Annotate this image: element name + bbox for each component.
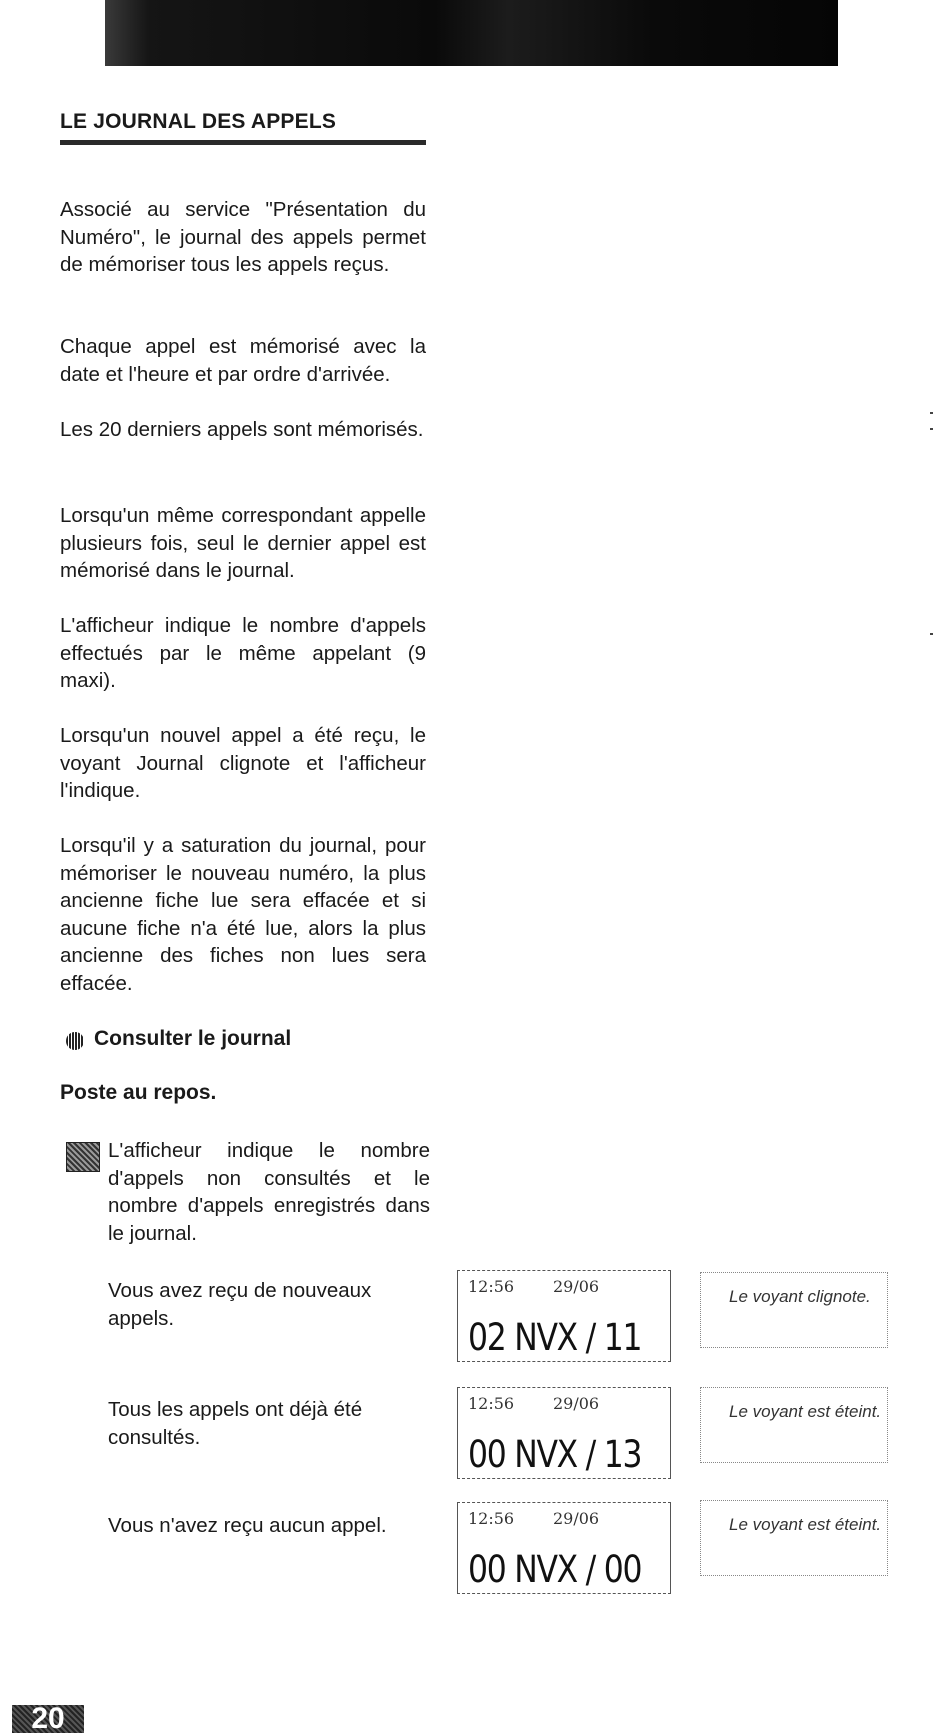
journal-key-icon [66,1142,100,1172]
indicator-note-off: Le voyant est éteint. [700,1387,888,1463]
lcd-display-new-calls [457,1270,671,1362]
case-description-new-calls: Vous avez reçu de nouveaux appels. [108,1279,372,1330]
lcd-date: 29/06 [553,1277,600,1296]
intro-paragraph-1: Associé au service "Présentation du Numéro", le journal des appels permet de mémoriser tous les appels reçus. [60,198,426,276]
bullet-icon [66,1032,84,1050]
lcd-display-all-consulted [457,1387,671,1479]
lcd-time: 12:56 [468,1509,515,1528]
title-underline [60,140,426,145]
intro-paragraph-5: L'afficheur indique le nombre d'appels effectués par le même appelant (9 maxi). [60,614,426,692]
lcd-counter: 02 NVX / 11 [468,1316,642,1359]
page-number: 20 [12,1705,84,1733]
margin-mark [930,428,933,430]
indicator-note-blinking: Le voyant clignote. [700,1272,888,1348]
intro-paragraph-6: Lorsqu'un nouvel appel a été reçu, le voyant Journal clignote et l'afficheur l'indique. [60,724,426,802]
lcd-date: 29/06 [553,1509,600,1528]
intro-paragraph-7: Lorsqu'il y a saturation du journal, pour mémoriser le nouveau numéro, la plus ancienne fiche lue sera effacée et si aucune fiche n'a été lue, alors la plus ancienne des fiches non lues sera effacée. [60,834,426,995]
case-description-no-calls: Vous n'avez reçu aucun appel. [108,1514,387,1537]
lcd-time: 12:56 [468,1277,515,1296]
section-title: LE JOURNAL DES APPELS [60,110,337,133]
lcd-time: 12:56 [468,1394,515,1413]
header-band [105,0,838,66]
case-description-all-consulted: Tous les appels ont déjà été consultés. [108,1398,363,1449]
lcd-date: 29/06 [553,1394,600,1413]
step-text: L'afficheur indique le nombre d'appels non consultés et le nombre d'appels enregistrés dans le journal. [108,1139,430,1245]
margin-mark [930,633,933,635]
lcd-counter: 00 NVX / 13 [468,1433,642,1476]
intro-paragraph-2: Chaque appel est mémorisé avec la date et l'heure et par ordre d'arrivée. [60,335,426,386]
margin-mark [930,412,933,414]
intro-paragraph-4: Lorsqu'un même correspondant appelle plusieurs fois, seul le dernier appel est mémorisé dans le journal. [60,504,426,582]
indicator-note-off: Le voyant est éteint. [700,1500,888,1576]
state-heading: Poste au repos. [60,1081,217,1104]
intro-paragraph-3: Les 20 derniers appels sont mémorisés. [60,418,424,441]
lcd-counter: 00 NVX / 00 [468,1548,642,1591]
subsection-heading: Consulter le journal [94,1027,292,1050]
lcd-display-no-calls [457,1502,671,1594]
